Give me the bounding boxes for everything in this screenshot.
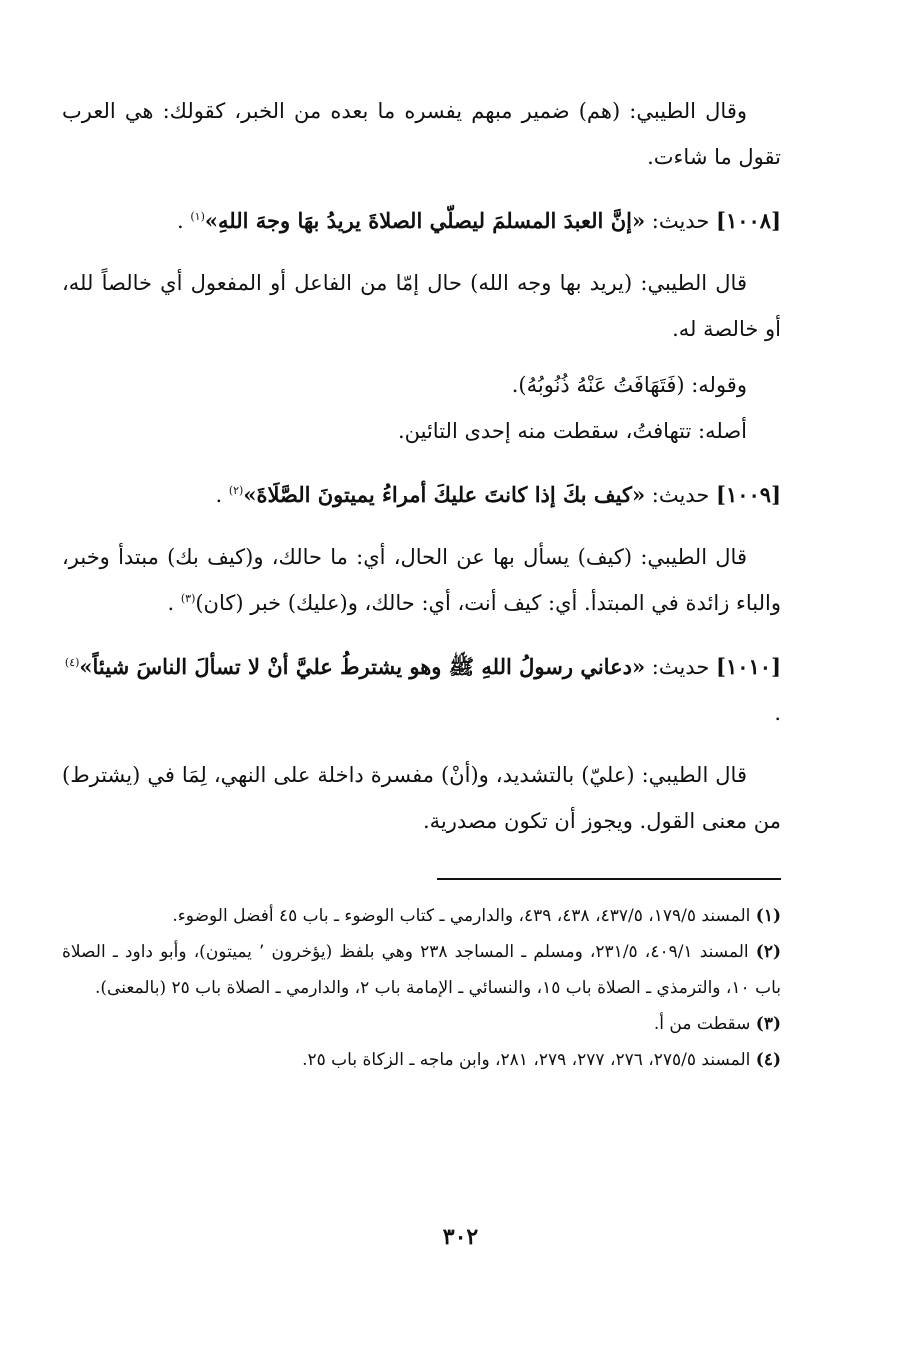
hadith-number: [١٠١٠] [716, 654, 781, 679]
footnote-separator-wrap [62, 844, 781, 898]
paragraph-qawluhu: وقوله: (فَتَهَافَتُ عَنْهُ ذُنُوبُهُ). [511, 373, 747, 397]
hadith-label: حديث: [651, 209, 710, 233]
footnote-number: (٢) [755, 942, 782, 962]
footnote-text: المسند ٢٧٥/٥، ٢٧٦، ٢٧٧، ٢٧٩، ٢٨١، وابن ماجه ـ الزكاة باب ٢٥. [302, 1050, 751, 1070]
hadith-text: «إنَّ العبدَ المسلمَ ليصلّي الصلاةَ يريدُ بهَا وجهَ اللهِ» [204, 208, 646, 233]
footnote-number: (١) [755, 906, 781, 926]
hadith-number: [١٠٠٨] [716, 208, 781, 233]
hadith-end: . [177, 209, 184, 233]
hadith-text: «كيف بكَ إذا كانتَ عليكَ أمراءُ يميتونَ الصَّلَاةَ» [243, 482, 646, 507]
footnote-number: (٣) [755, 1014, 781, 1034]
footnote-1 [62, 898, 781, 934]
footnote-4 [62, 1042, 781, 1078]
footnote-text: المسند ١٧٩/٥، ٤٣٧/٥، ٤٣٨، ٤٣٩، والدارمي ـ كتاب الوضوء ـ باب ٤٥ أفضل الوضوء. [172, 906, 751, 926]
footnote-number: (٤) [755, 1050, 781, 1070]
hadith-1010 [62, 644, 781, 736]
paragraph-tayyibi-hum: وقال الطيبي: (هم) ضمير مبهم يفسره ما بعده من الخبر، كقولك: هي العرب تقول ما شاءت. [62, 99, 781, 169]
paragraph-text: قال الطيبي: (كيف) يسأل بها عن الحال، أي: ما حالك، و(كيف بك) مبتدأ وخبر، والباء زائدة في المبتدأ. أي: كيف أنت، أي: حالك، و(عليك) خبر (كان) [62, 545, 781, 615]
footnote-separator [437, 878, 781, 880]
hadith-label: حديث: [651, 483, 710, 507]
paragraph-tayyibi-kayfa [62, 534, 781, 626]
hadith-label: حديث: [651, 655, 710, 679]
hadith-end: . [774, 701, 781, 725]
paragraph-asluhu: أصله: تتهافتُ، سقطت منه إحدى التائين. [397, 419, 747, 443]
footnote-3 [62, 1006, 781, 1042]
paragraph-tayyibi-alayya: قال الطيبي: (عليّ) بالتشديد، و(أنْ) مفسرة داخلة على النهي، لِمَا في (يشترط) من معنى القول. ويجوز أن تكون مصدرية. [62, 763, 781, 833]
footnote-2 [62, 934, 781, 1006]
footnote-text: المسند ٤٠٩/١، ٢٣١/٥، ومسلم ـ المساجد ٢٣٨ وهي بلفظ (يؤخرون ٬ يميتون)، وأبو داود ـ الصلاة باب ١٠، والترمذي ـ الصلاة باب ١٥، والنسائي ـ الإمامة باب ٢، والدارمي ـ الصلاة باب ٢٥ (بالمعنى). [62, 942, 781, 998]
footnote-ref: (٣) [180, 592, 196, 605]
footnote-ref: (١) [190, 210, 205, 223]
footnote-ref: (٢) [228, 484, 244, 497]
paragraph-tayyibi-yurid: قال الطيبي: (يريد بها وجه الله) حال إمّا من الفاعل أو المفعول أي خالصاً لله، أو خالصة له. [62, 271, 781, 341]
paragraph-end: . [167, 591, 175, 615]
footnote-ref: (٤) [64, 656, 80, 669]
footnotes [62, 898, 781, 1078]
page-number: ٣٠٢ [442, 1224, 479, 1250]
hadith-end: . [215, 483, 223, 507]
hadith-1008 [62, 198, 781, 244]
hadith-text: «دعاني رسولُ اللهِ ﷺ وهو يشترطُ عليَّ أنْ لا تسألَ الناسَ شيئاً» [79, 654, 646, 679]
footnote-text: سقطت من أ. [653, 1014, 751, 1034]
hadith-1009 [62, 472, 781, 518]
hadith-number: [١٠٠٩] [716, 482, 781, 507]
